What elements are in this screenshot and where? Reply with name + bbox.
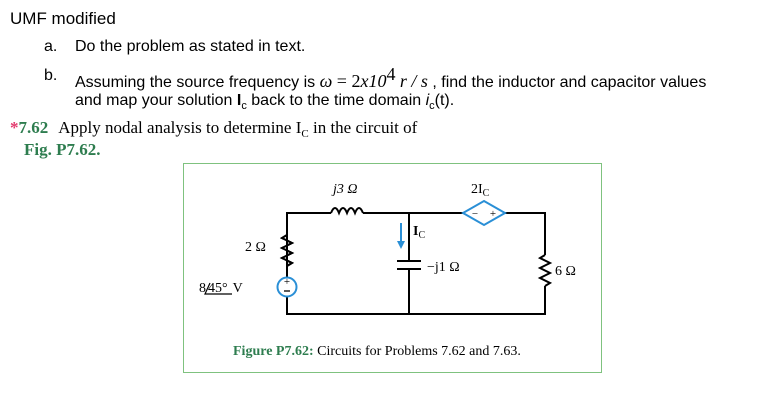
current-label: $I_C$ [413, 224, 426, 241]
page-heading: UMF modified [10, 9, 116, 28]
inductor-label: j3 Ω [333, 182, 358, 197]
inductor-symbol [331, 208, 363, 213]
item-a-text: Do the problem as stated in text. [75, 38, 306, 55]
svg-text:+: + [489, 208, 497, 220]
resistor-left-label: 2 Ω [245, 240, 266, 255]
item-b-letter: b. [44, 67, 58, 84]
dependent-source-icon [463, 201, 505, 225]
figure-reference: Fig. P7.62. [24, 140, 101, 159]
item-b-line1: Assuming the source frequency is $\omega = 2x10^4$ r / s , find the inductor and capacitor values [75, 64, 707, 91]
source-plus: + [283, 276, 291, 288]
svg-text:−: − [471, 208, 479, 220]
problem-statement: *7.62 Apply nodal analysis to determine $I_C$ in the circuit of [10, 118, 418, 141]
capacitor-label: −j1 Ω [427, 260, 460, 275]
circuit-diagram [183, 163, 602, 373]
omega-symbol: ω [319, 71, 333, 91]
source-label: 8 45° V [199, 281, 243, 296]
wire-bottom [287, 286, 545, 314]
item-a-letter: a. [44, 38, 58, 55]
resistor-right-label: 6 Ω [555, 264, 576, 279]
figure-caption: Figure P7.62: Circuits for Problems 7.62 and 7.63. [233, 344, 521, 359]
dep-source-label: $2I_C$ [471, 182, 490, 199]
item-b-line2: and map your solution $I_c$ back to the time domain $i_c(t)$. [75, 92, 455, 113]
problem-number: 7.62 [18, 118, 49, 137]
resistor-right-symbol [540, 255, 550, 286]
wire-top-left [287, 213, 331, 279]
wire-top-right [505, 213, 545, 255]
current-arrowhead-icon [397, 241, 405, 249]
